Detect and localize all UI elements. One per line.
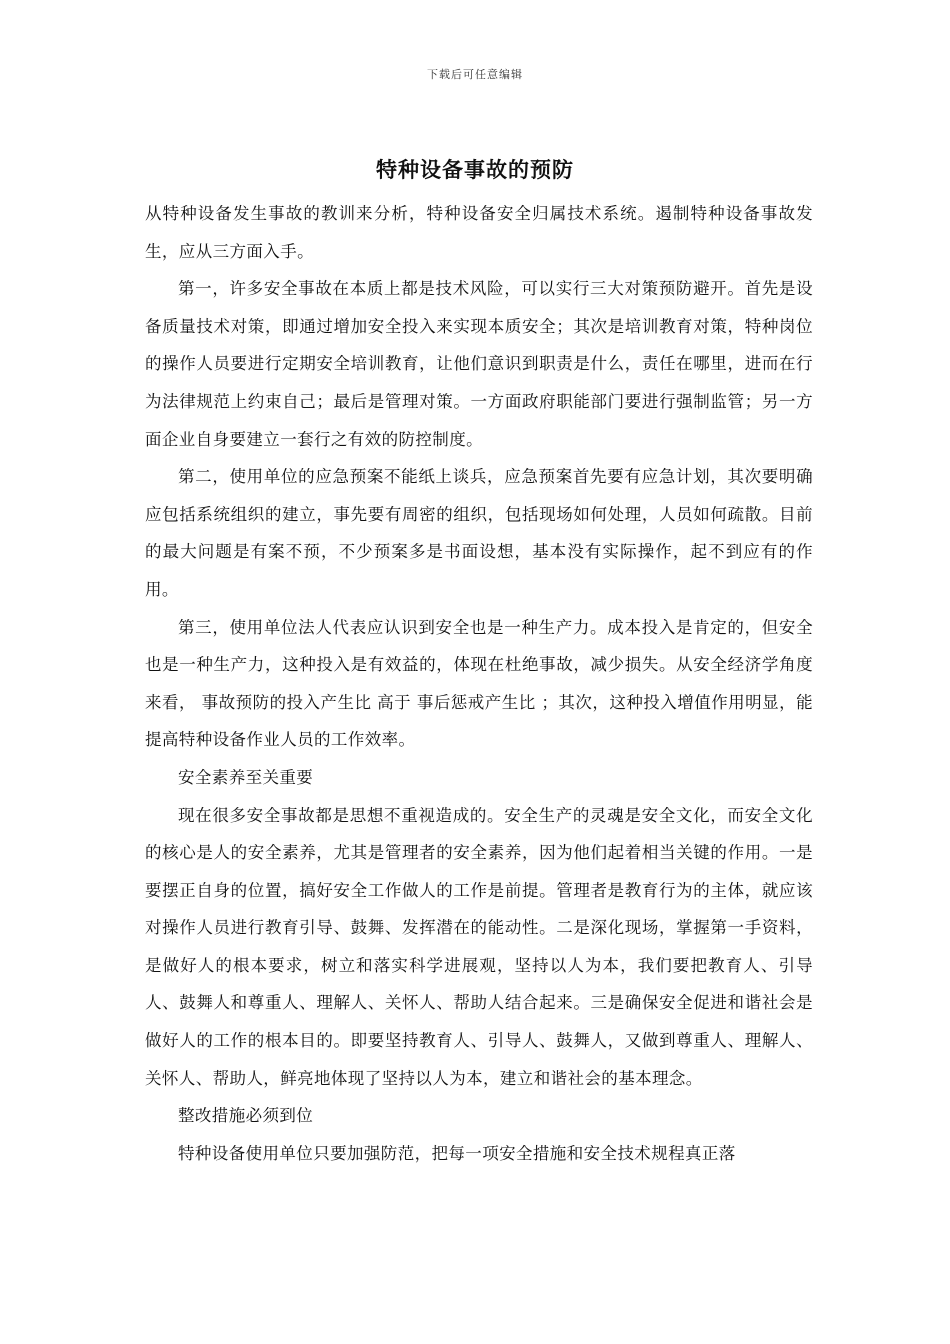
paragraph-second-measure: 第二，使用单位的应急预案不能纸上谈兵，应急预案首先要有应急计划，其次要明确应包括系统组织的建立，事先要有周密的组织，包括现场如何处理，人员如何疏散。目前的最大问题是有案不预，不少预案多是书面设想，基本没有实际操作，起不到应有的作用。 (145, 467, 813, 599)
section-heading-rectification: 整改措施必须到位 (178, 1106, 314, 1126)
paragraph-first-measure: 第一，许多安全事故在本质上都是技术风险，可以实行三大对策预防避开。首先是设备质量技术对策，即通过增加安全投入来实现本质安全；其次是培训教育对策，特种岗位的操作人员要进行定期安全培训教育，让他们意识到职责是什么，责任在哪里，进而在行为法律规范上约束自己；最后是管理对策。一方面政府职能部门要进行强制监管；另一方面企业自身要建立一套行之有效的防控制度。 (145, 279, 813, 449)
section-heading-safety-literacy: 安全素养至关重要 (178, 767, 314, 787)
intro-paragraph: 从特种设备发生事故的教训来分析，特种设备安全归属技术系统。遏制特种设备事故发生，应从三方面入手。 (145, 204, 813, 261)
document-title: 特种设备事故的预防 (376, 157, 574, 182)
document-body (145, 195, 813, 1172)
paragraph-rectification: 特种设备使用单位只要加强防范，把每一项安全措施和安全技术规程真正落 (178, 1143, 736, 1163)
page-header: 下载后可任意编辑 (427, 68, 523, 81)
paragraph-third-measure: 第三，使用单位法人代表应认识到安全也是一种生产力。成本投入是肯定的，但安全也是一种生产力，这种投入是有效益的，体现在杜绝事故，减少损失。从安全经济学角度来看， 事故预防的投入产生比 高于 事后惩戒产生比 ；其次，这种投入增值作用明显，能提高特种设备作业人员的工作效率。 (145, 617, 813, 750)
paragraph-safety-literacy: 现在很多安全事故都是思想不重视造成的。安全生产的灵魂是安全文化，而安全文化的核心是人的安全素养，尤其是管理者的安全素养，因为他们起着相当关键的作用。一是要摆正自身的位置，搞好安全工作做人的工作是前提。管理者是教育行为的主体，就应该对操作人员进行教育引导、鼓舞、发挥潜在的能动性。二是深化现场，掌握第一手资料，是做好人的根本要求，树立和落实科学进展观，坚持以人为本，我们要把教育人、引导人、鼓舞人和尊重人、理解人、关怀人、帮助人结合起来。三是确保安全促进和谐社会是做好人的工作的根本目的。即要坚持教育人、引导人、鼓舞人，又做到尊重人、理解人、关怀人、帮助人，鲜亮地体现了坚持以人为本，建立和谐社会的基本理念。 (145, 805, 813, 1088)
